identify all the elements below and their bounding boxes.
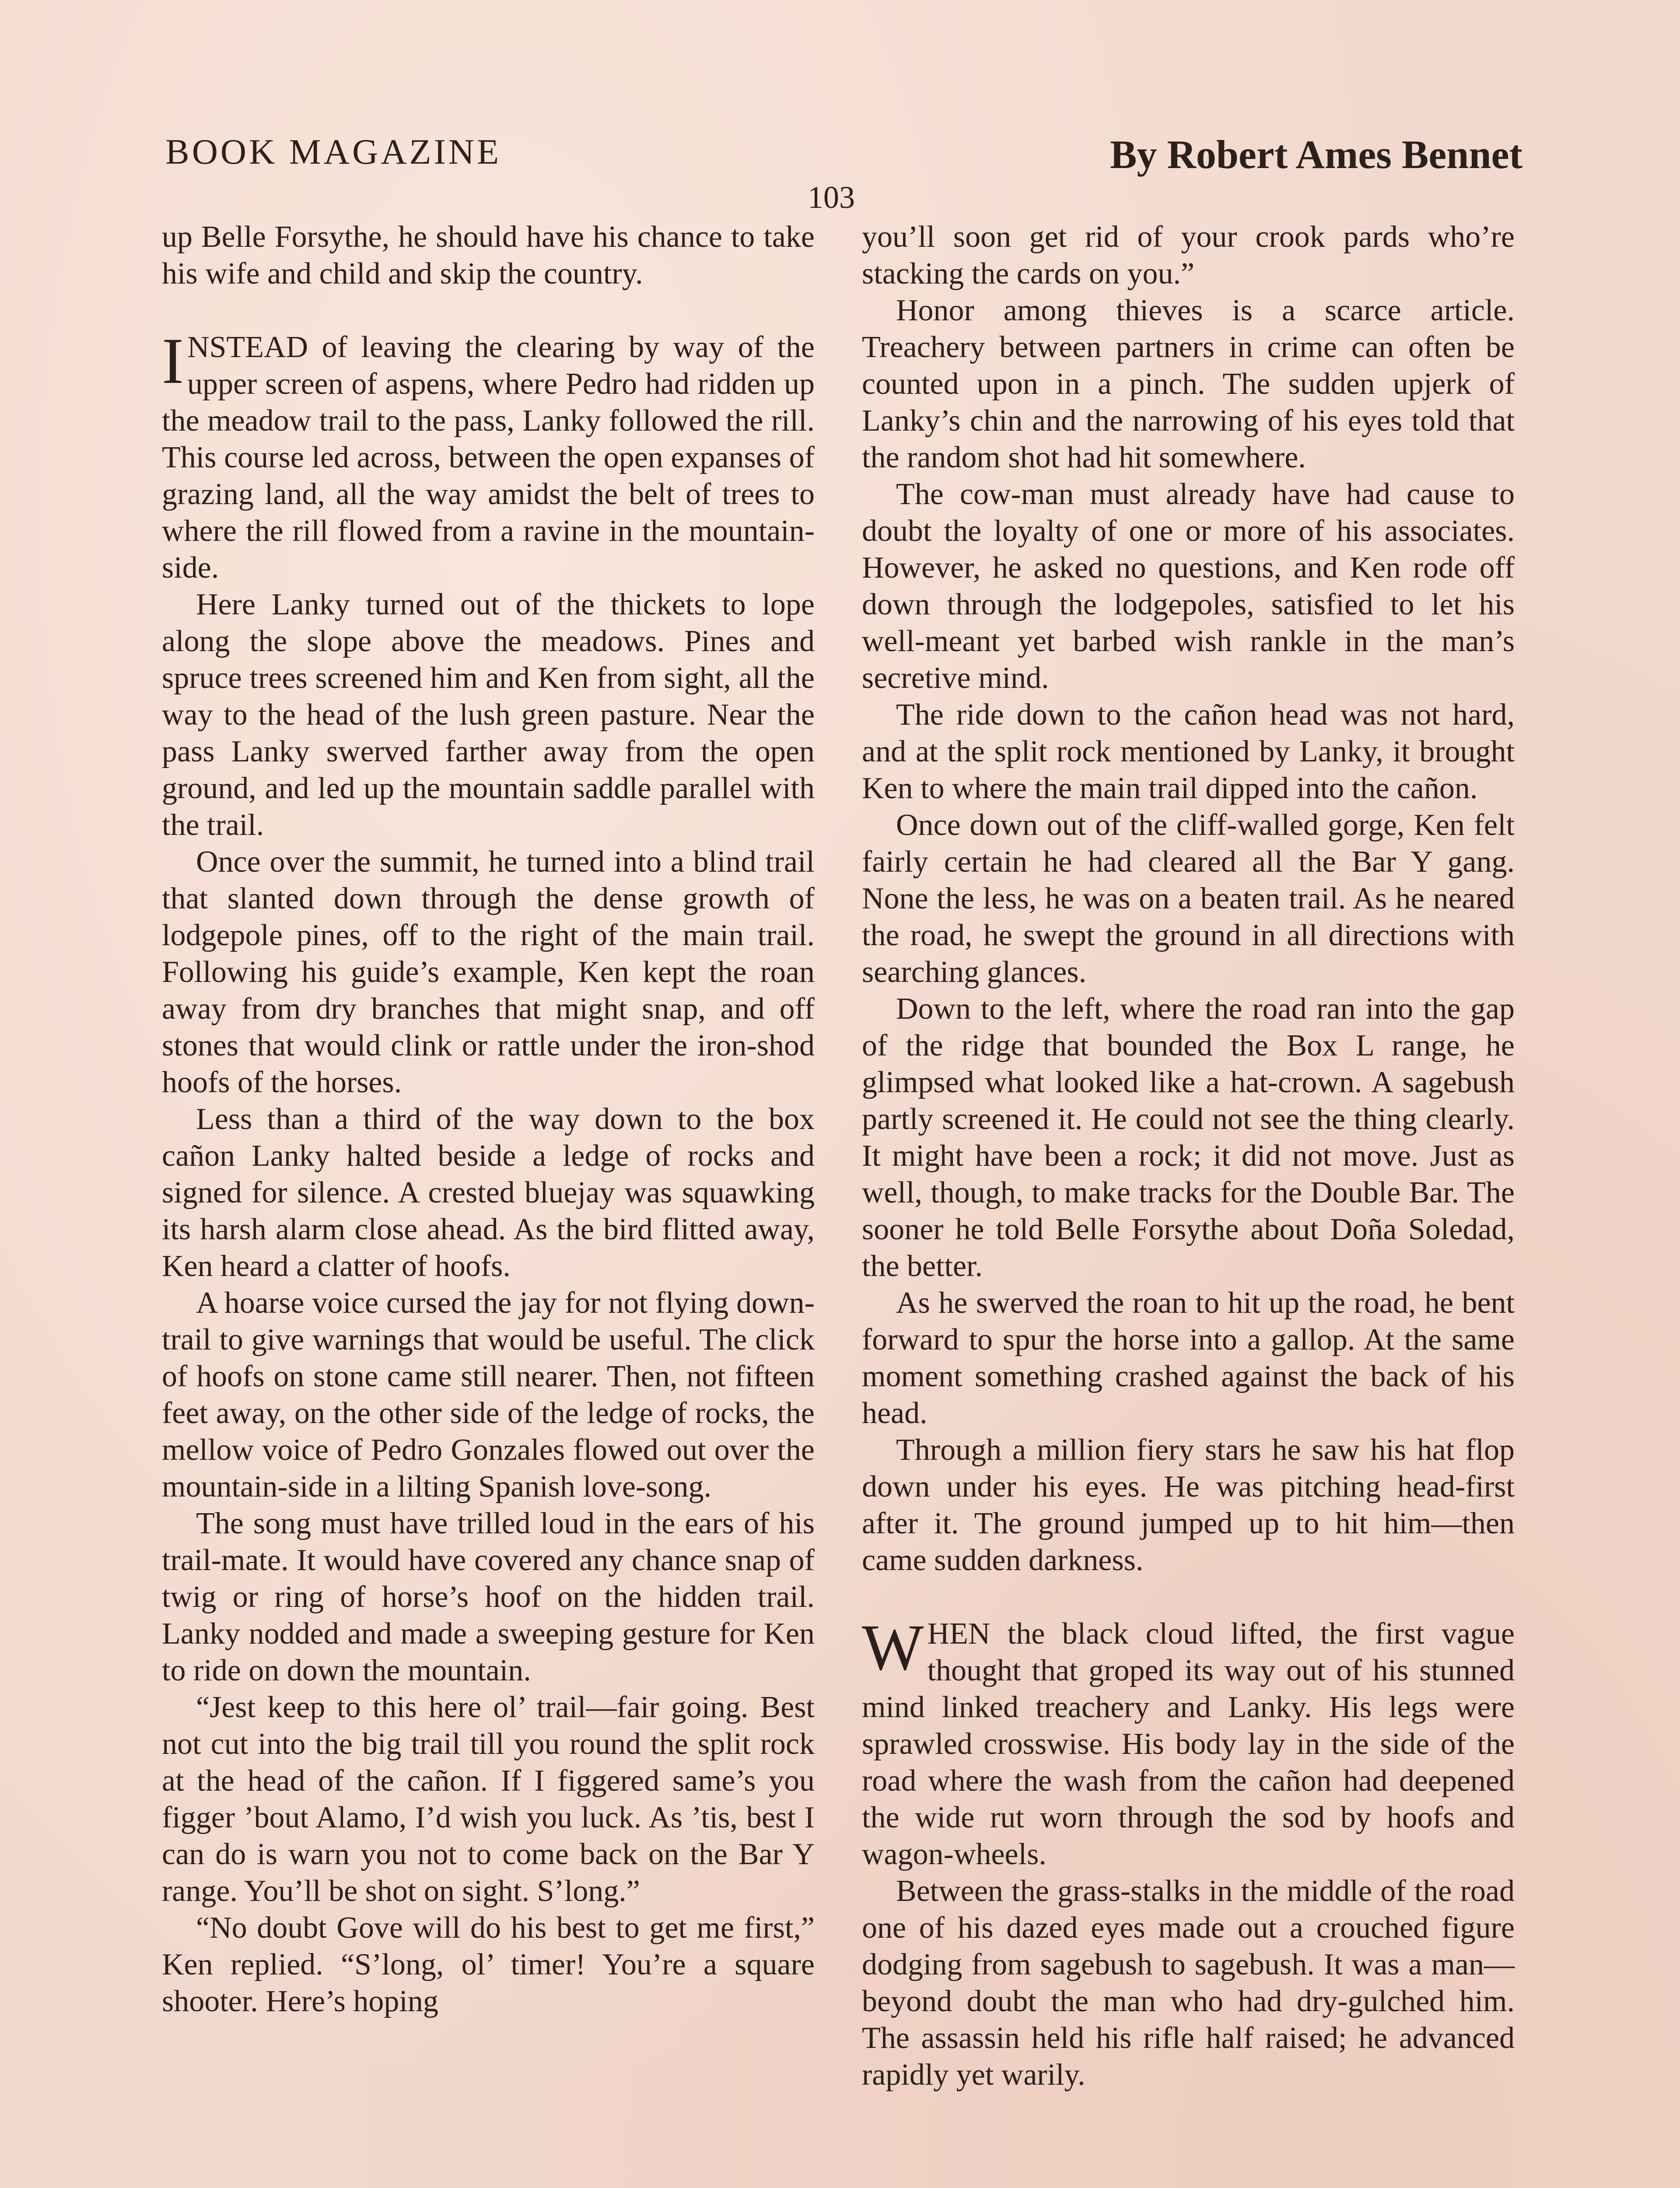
paragraph: As he swerved the roan to hit up the road, he bent forward to spur the horse into a gallop. At the same moment something crashed against the back of his head. [862,1286,1515,1430]
paragraph: The cow-man must already have had cause to doubt the loyalty of one or more of his associates. However, he asked no questions, and Ken rode off down through the lodgepoles, satisfied to let his well-meant yet barbed wish rankle in the man’s secretive mind. [862,477,1515,695]
paragraph: The song must have trilled loud in the ears of his trail-mate. It would have covered any chance snap of twig or ring of horse’s hoof on the hidden trail. Lanky nodded and made a sweeping gesture for Ken to ride on down the mountain. [162,1507,815,1687]
page-number: 103 [808,180,855,215]
paragraph: Here Lanky turned out of the thickets to lope along the slope above the meadows. Pines and spruce trees screened him and Ken from sight, all the way to the head of the lush green pasture. Near the pass Lanky swerved farther away from the open ground, and led up the mountain saddle parallel with the trail. [162,588,815,842]
paragraph: “Jest keep to this here ol’ trail—fair going. Best not cut into the big trail till you round the split rock at the head of the cañon. If I figgered same’s you figger ’bout Alamo, I’d wish you luck. As ’tis, best I can do is warn you not to come back on the Bar Y range. You’ll be shot on sight. S’long.” [162,1690,815,1908]
section-opening-paragraph [862,1611,1515,1873]
paragraph-text: HEN the black cloud lifted, the first vague thought that groped its way out of his stunned mind linked treachery and Lanky. His legs were sprawled crosswise. His body lay in the side of the road where the wash from the cañon had deepened the wide rut worn through the sod by hoofs and wagon-wheels. [862,1617,1515,1871]
paragraph: up Belle Forsythe, he should have his chance to take his wife and child and skip the country. [162,220,815,291]
paragraph: Less than a third of the way down to the box cañon Lanky halted beside a ledge of rocks and signed for silence. A crested bluejay was squawking its harsh alarm close ahead. As the bird flitted away, Ken heard a clatter of hoofs. [162,1102,815,1283]
paragraph: Honor among thieves is a scarce article. Treachery between partners in crime can often be counted upon in a pinch. The sudden upjerk of Lanky’s chin and the narrowing of his eyes told that the random shot had hit somewhere. [862,294,1515,474]
paragraph: Down to the left, where the road ran into the gap of the ridge that bounded the Box L range, he glimpsed what looked like a hat-crown. A sagebush partly screened it. He could not see the thing clearly. It might have been a rock; it did not move. Just as well, though, to make tracks for the Double Bar. The sooner he told Belle Forsythe about Doña Soledad, the better. [862,992,1515,1283]
author-byline: By Robert Ames Bennet [1110,132,1522,177]
paragraph: Through a million fiery stars he saw his hat flop down under his eyes. He was pitching head-first after it. The ground jumped up to hit him—then came sudden darkness. [862,1433,1515,1577]
paragraph: Once down out of the cliff-walled gorge, Ken felt fairly certain he had cleared all the Bar Y gang. None the less, he was on a beaten trail. As he neared the road, he swept the ground in all directions with searching glances. [862,808,1515,989]
paragraph-text: NSTEAD of leaving the clearing by way of the upper screen of aspens, where Pedro had ridden up the meadow trail to the pass, Lanky followed the rill. This course led across, between the open expanses of grazing land, all the way amidst the belt of trees to where the rill flowed from a ravine in the mountain-side. [162,330,815,585]
section-opening-paragraph [162,325,815,586]
paragraph: A hoarse voice cursed the jay for not flying down-trail to give warnings that would be useful. The click of hoofs on stone came still nearer. Then, not fifteen feet away, on the other side of the ledge of rocks, the mellow voice of Pedro Gonzales flowed out over the mountain-side in a lilting Spanish love-song. [162,1286,815,1504]
drop-cap: I [162,325,184,397]
drop-cap: W [862,1611,924,1684]
paragraph: you’ll soon get rid of your crook pards who’re stacking the cards on you.” [862,220,1515,291]
paragraph: Between the grass-stalks in the middle of the road one of his dazed eyes made out a crouched figure dodging from sagebush to sagebush. It was a man—beyond doubt the man who had dry-gulched him. The assassin held his rifle half raised; he advanced rapidly yet warily. [862,1874,1515,2092]
magazine-title: BOOK MAGAZINE [165,132,502,172]
right-column [862,219,1515,2093]
left-column [162,219,815,2020]
paragraph: The ride down to the cañon head was not hard, and at the split rock mentioned by Lanky, it brought Ken to where the main trail dipped into the cañon. [862,698,1515,805]
paragraph: Once over the summit, he turned into a blind trail that slanted down through the dense growth of lodgepole pines, off to the right of the main trail. Following his guide’s example, Ken kept the roan away from dry branches that might snap, and off stones that would clink or rattle under the iron-shod hoofs of the horses. [162,845,815,1099]
paragraph: “No doubt Gove will do his best to get me first,” Ken replied. “S’long, ol’ timer! You’re a square shooter. Here’s hoping [162,1911,815,2018]
